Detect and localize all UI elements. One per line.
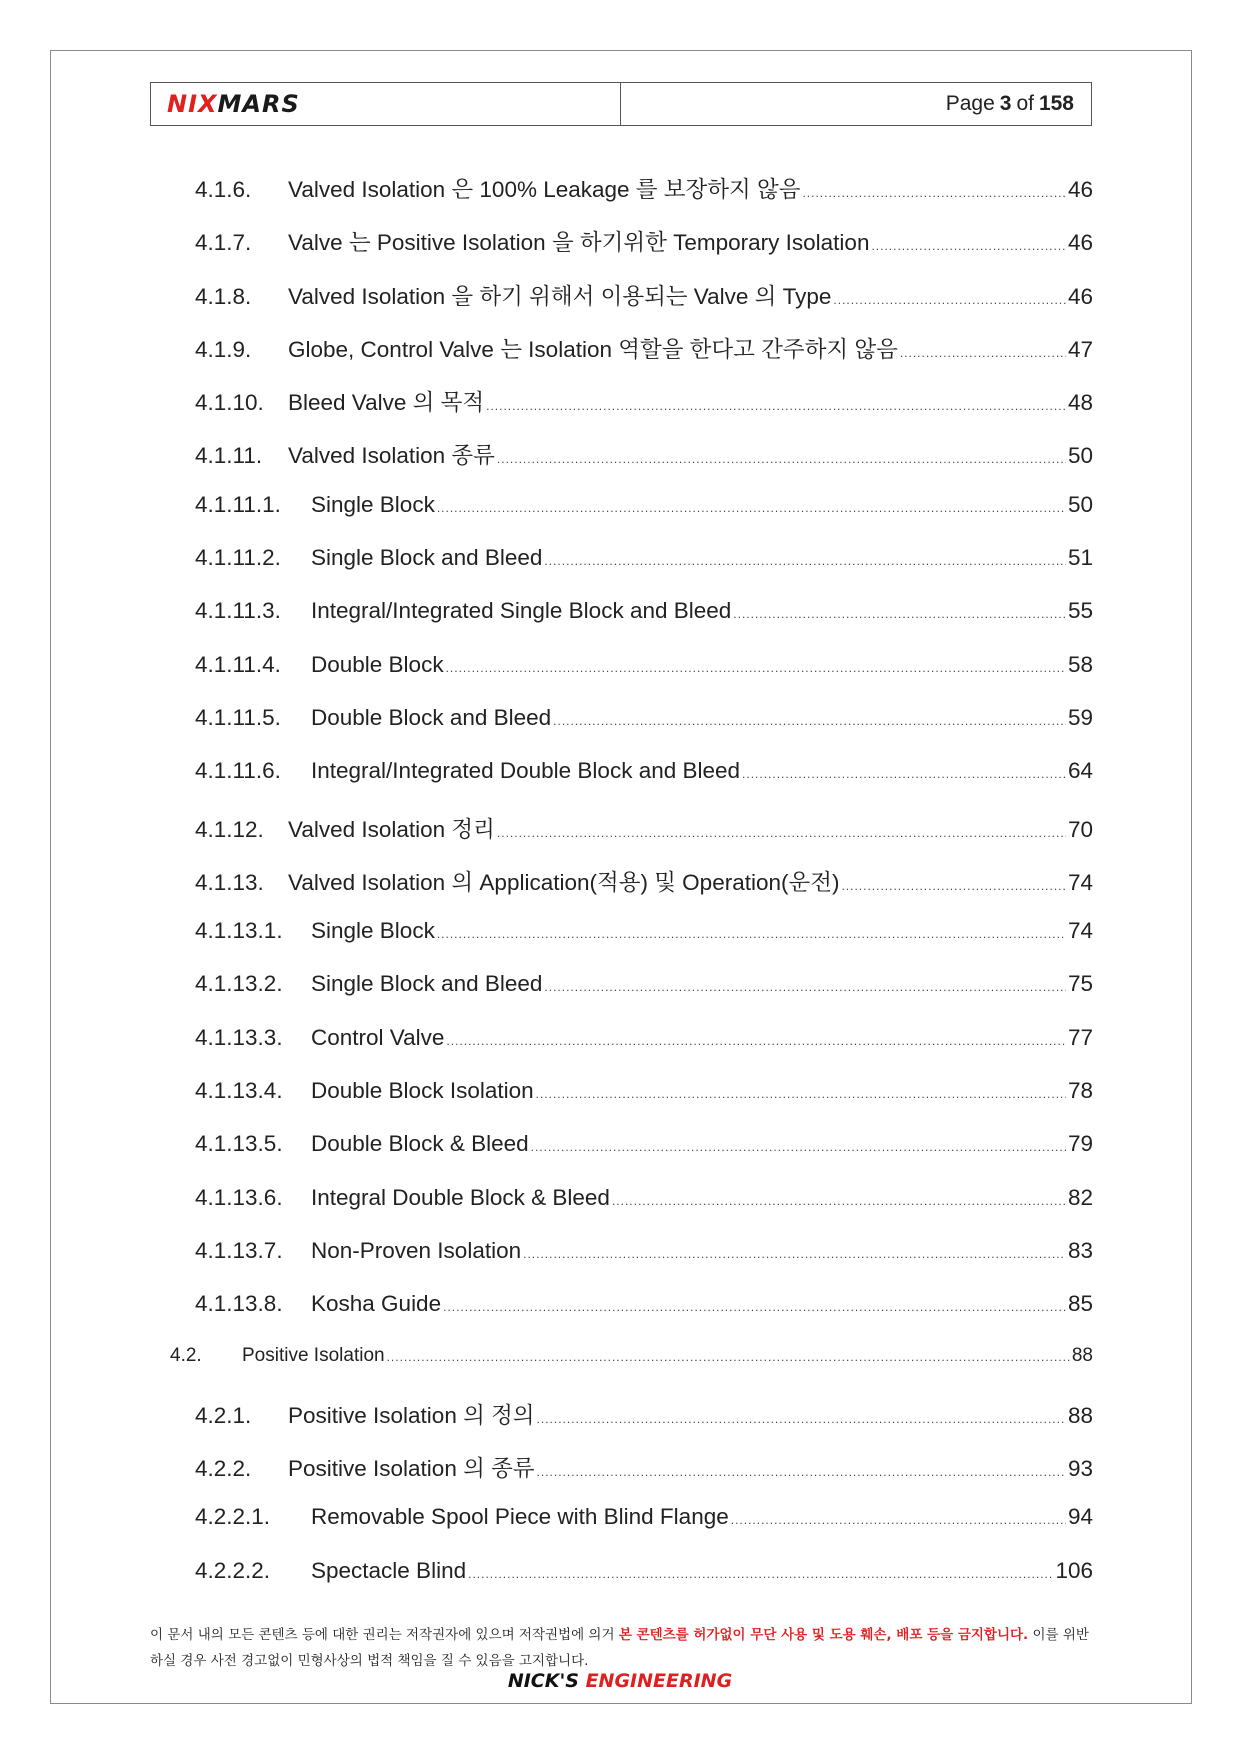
toc-entry-title: Double Block Isolation	[311, 1078, 534, 1104]
footer-brand: NICK'S ENGINEERING	[507, 1670, 733, 1692]
toc-entry-page: 82	[1067, 1184, 1093, 1210]
toc-entry-title: Double Block & Bleed	[311, 1131, 529, 1157]
toc-entry[interactable]	[195, 1131, 1093, 1184]
toc-entry-number: 4.1.13.5.	[195, 1131, 283, 1157]
page-current: 3	[999, 92, 1012, 115]
page-total: 158	[1038, 92, 1074, 115]
toc-entry-title: Single Block and Bleed	[311, 971, 543, 997]
toc-entry-page: 59	[1067, 704, 1093, 730]
toc-entry-page: 64	[1067, 758, 1093, 784]
page-label: Page	[945, 92, 995, 115]
toc-entry-page: 93	[1067, 1456, 1093, 1482]
toc-entry-number: 4.2.2.	[195, 1456, 252, 1482]
toc-entry[interactable]	[195, 279, 1093, 332]
toc-entry-number: 4.1.8.	[195, 283, 252, 309]
toc-entry[interactable]	[195, 1238, 1093, 1291]
toc-entry-title: Bleed Valve 의 목적	[288, 390, 485, 416]
toc-entry-page: 78	[1067, 1078, 1093, 1104]
toc-entry[interactable]	[195, 652, 1093, 705]
toc-entry-title: Valved Isolation 정리	[288, 816, 495, 842]
toc-leader-dots	[544, 980, 1066, 994]
toc-entry[interactable]	[195, 971, 1093, 1024]
toc-leader-dots	[841, 879, 1066, 893]
toc-entry-title: Valve 는 Positive Isolation 을 하기위한 Temporary Isolation	[288, 230, 870, 256]
toc-entry[interactable]	[195, 865, 1093, 918]
toc-entry[interactable]	[195, 1025, 1093, 1078]
toc-leader-dots	[437, 501, 1066, 515]
toc-leader-dots	[733, 607, 1066, 621]
toc-entry-page: 94	[1067, 1504, 1093, 1530]
toc-entry-number: 4.2.	[170, 1344, 202, 1366]
toc-entry-title: Positive Isolation 의 종류	[288, 1456, 535, 1482]
toc-leader-dots	[497, 826, 1066, 840]
toc-leader-dots	[544, 554, 1066, 568]
toc-leader-dots	[802, 186, 1066, 200]
page-header	[150, 82, 1092, 126]
toc-entry[interactable]	[195, 385, 1093, 438]
toc-entry-page: 106	[1055, 1557, 1093, 1583]
toc-entry[interactable]	[195, 1398, 1093, 1451]
toc-entry-title: Removable Spool Piece with Blind Flange	[311, 1504, 729, 1530]
toc-leader-dots	[446, 1034, 1066, 1048]
toc-entry-title: Spectacle Blind	[311, 1557, 467, 1583]
toc-entry-number: 4.1.13.3.	[195, 1024, 283, 1050]
toc-leader-dots	[900, 346, 1066, 360]
toc-entry[interactable]	[195, 598, 1093, 651]
toc-entry-title: Double Block and Bleed	[311, 704, 552, 730]
toc-entry-title: Single Block	[311, 918, 435, 944]
toc-entry[interactable]	[195, 332, 1093, 385]
toc-entry[interactable]	[195, 1558, 1093, 1611]
copyright-notice	[150, 1622, 1092, 1674]
toc-entry-title: Single Block and Bleed	[311, 545, 543, 571]
toc-entry-number: 4.1.13.6.	[195, 1184, 283, 1210]
toc-entry[interactable]	[195, 492, 1093, 545]
toc-entry-title: Valved Isolation 을 하기 위해서 이용되는 Valve 의 Type	[288, 283, 832, 309]
toc-entry-title: Positive Isolation 의 정의	[288, 1402, 535, 1428]
toc-entry-number: 4.1.11.5.	[195, 704, 281, 730]
notice-warning: 본 콘텐츠를 허가없이 무단 사용 및 도용 훼손, 배포 등을 금지합니다.	[618, 1627, 1029, 1643]
toc-entry-page: 83	[1067, 1237, 1093, 1263]
toc-entry-title: Integral Double Block & Bleed	[311, 1184, 610, 1210]
toc-entry-page: 51	[1067, 545, 1093, 571]
toc-entry-title: Double Block	[311, 651, 444, 677]
page-number	[621, 83, 1091, 125]
toc-entry-page: 47	[1067, 336, 1093, 362]
toc-leader-dots	[833, 293, 1066, 307]
toc-leader-dots	[523, 1247, 1066, 1261]
notice-text: 이 문서 내의 모든 콘텐츠 등에 대한 권리는 저작권자에 있으며 저작권법에 의거	[150, 1627, 619, 1643]
toc-entry-page: 74	[1067, 869, 1093, 895]
toc-entry-number: 4.1.6.	[195, 177, 252, 202]
toc-entry-number: 4.1.13.1.	[195, 918, 283, 944]
toc-leader-dots	[531, 1140, 1066, 1154]
toc-entry-title: Valved Isolation 의 Application(적용) 및 Operation(운전)	[288, 869, 840, 895]
toc-leader-dots	[731, 1513, 1066, 1527]
toc-entry[interactable]	[195, 705, 1093, 758]
toc-entry-page: 46	[1067, 283, 1093, 309]
toc-entry-page: 46	[1067, 230, 1093, 256]
toc-entry[interactable]	[195, 918, 1093, 971]
toc-leader-dots	[437, 927, 1066, 941]
toc-entry-title: Integral/Integrated Double Block and Bleed	[311, 758, 741, 784]
toc-entry-number: 4.1.11.	[195, 443, 263, 469]
nixmars-logo: NIXMARS	[167, 90, 300, 118]
toc-entry-title: Valved Isolation 은 100% Leakage 를 보장하지 않음	[288, 177, 801, 202]
toc-entry[interactable]	[195, 172, 1093, 225]
toc-entry-page: 88	[1071, 1344, 1093, 1366]
toc-entry-page: 55	[1067, 598, 1093, 624]
toc-entry-title: Positive Isolation	[242, 1344, 385, 1366]
toc-entry-number: 4.1.11.1.	[195, 491, 281, 517]
toc-leader-dots	[537, 1412, 1066, 1426]
toc-entry-title: Globe, Control Valve 는 Isolation 역할을 한다고 간주하지 않음	[288, 336, 898, 362]
toc-entry[interactable]	[170, 1344, 1093, 1398]
toc-entry[interactable]	[195, 545, 1093, 598]
toc-leader-dots	[468, 1567, 1053, 1581]
toc-entry-number: 4.1.13.7.	[195, 1237, 283, 1263]
toc-entry-number: 4.1.11.3.	[195, 598, 281, 624]
toc-entry-number: 4.1.12.	[195, 816, 264, 842]
toc-entry-number: 4.1.13.4.	[195, 1078, 283, 1104]
toc-entry[interactable]	[195, 758, 1093, 811]
toc-entry-page: 77	[1067, 1024, 1093, 1050]
toc-entry-title: Non-Proven Isolation	[311, 1237, 522, 1263]
toc-entry-number: 4.1.10.	[195, 390, 264, 416]
toc-entry-page: 85	[1067, 1291, 1093, 1317]
header-logo-cell	[151, 83, 621, 125]
toc-entry[interactable]	[195, 812, 1093, 865]
toc-leader-dots	[612, 1194, 1066, 1208]
toc-leader-dots	[443, 1300, 1066, 1314]
toc-entry-page: 46	[1067, 177, 1093, 202]
toc-entry-number: 4.1.13.8.	[195, 1291, 283, 1317]
toc-entry-number: 4.1.13.2.	[195, 971, 283, 997]
toc-entry-page: 50	[1067, 491, 1093, 517]
toc-entry-title: Valved Isolation 종류	[288, 443, 495, 469]
toc-leader-dots	[537, 1465, 1066, 1479]
toc-entry-page: 48	[1067, 390, 1093, 416]
toc-entry-page: 70	[1067, 816, 1093, 842]
toc-leader-dots	[486, 399, 1066, 413]
toc-leader-dots	[446, 661, 1066, 675]
toc-entry-page: 58	[1067, 651, 1093, 677]
toc-entry-title: Control Valve	[311, 1024, 445, 1050]
toc-entry[interactable]	[195, 1078, 1093, 1131]
toc-entry-title: Single Block	[311, 491, 435, 517]
toc-entry-number: 4.1.11.2.	[195, 545, 281, 571]
toc-entry-page: 74	[1067, 918, 1093, 944]
toc-entry-number: 4.1.7.	[195, 230, 252, 256]
toc-entry-number: 4.2.2.2.	[195, 1557, 271, 1583]
toc-entry-page: 79	[1067, 1131, 1093, 1157]
toc-entry-number: 4.1.13.	[195, 869, 264, 895]
toc-entry-number: 4.1.11.4.	[195, 651, 281, 677]
toc-leader-dots	[871, 239, 1066, 253]
toc-entry-number: 4.1.9.	[195, 336, 252, 362]
notice-tail: 이를 위반 하실 경우 사전 경고없이 민형사상의 법적 책임을 질 수 있음을 고지합니다.	[150, 1627, 1089, 1669]
toc-entry-number: 4.2.1.	[195, 1402, 252, 1428]
toc-entry[interactable]	[195, 1185, 1093, 1238]
toc-entry[interactable]	[195, 1291, 1093, 1344]
toc-entry[interactable]	[195, 1504, 1093, 1557]
page-of-label: of	[1016, 92, 1034, 115]
toc-leader-dots	[742, 767, 1066, 781]
toc-leader-dots	[497, 452, 1066, 466]
table-of-contents	[170, 172, 1093, 1611]
toc-entry[interactable]	[195, 438, 1093, 491]
toc-entry-page: 75	[1067, 971, 1093, 997]
toc-leader-dots	[387, 1350, 1070, 1364]
toc-entry-number: 4.2.2.1.	[195, 1504, 271, 1530]
toc-entry-page: 50	[1067, 443, 1093, 469]
toc-entry[interactable]	[195, 225, 1093, 278]
toc-leader-dots	[536, 1087, 1066, 1101]
toc-entry-page: 88	[1067, 1402, 1093, 1428]
toc-entry[interactable]	[195, 1451, 1093, 1504]
toc-entry-number: 4.1.11.6.	[195, 758, 281, 784]
toc-leader-dots	[553, 714, 1066, 728]
toc-entry-title: Integral/Integrated Single Block and Bleed	[311, 598, 732, 624]
toc-entry-title: Kosha Guide	[311, 1291, 442, 1317]
